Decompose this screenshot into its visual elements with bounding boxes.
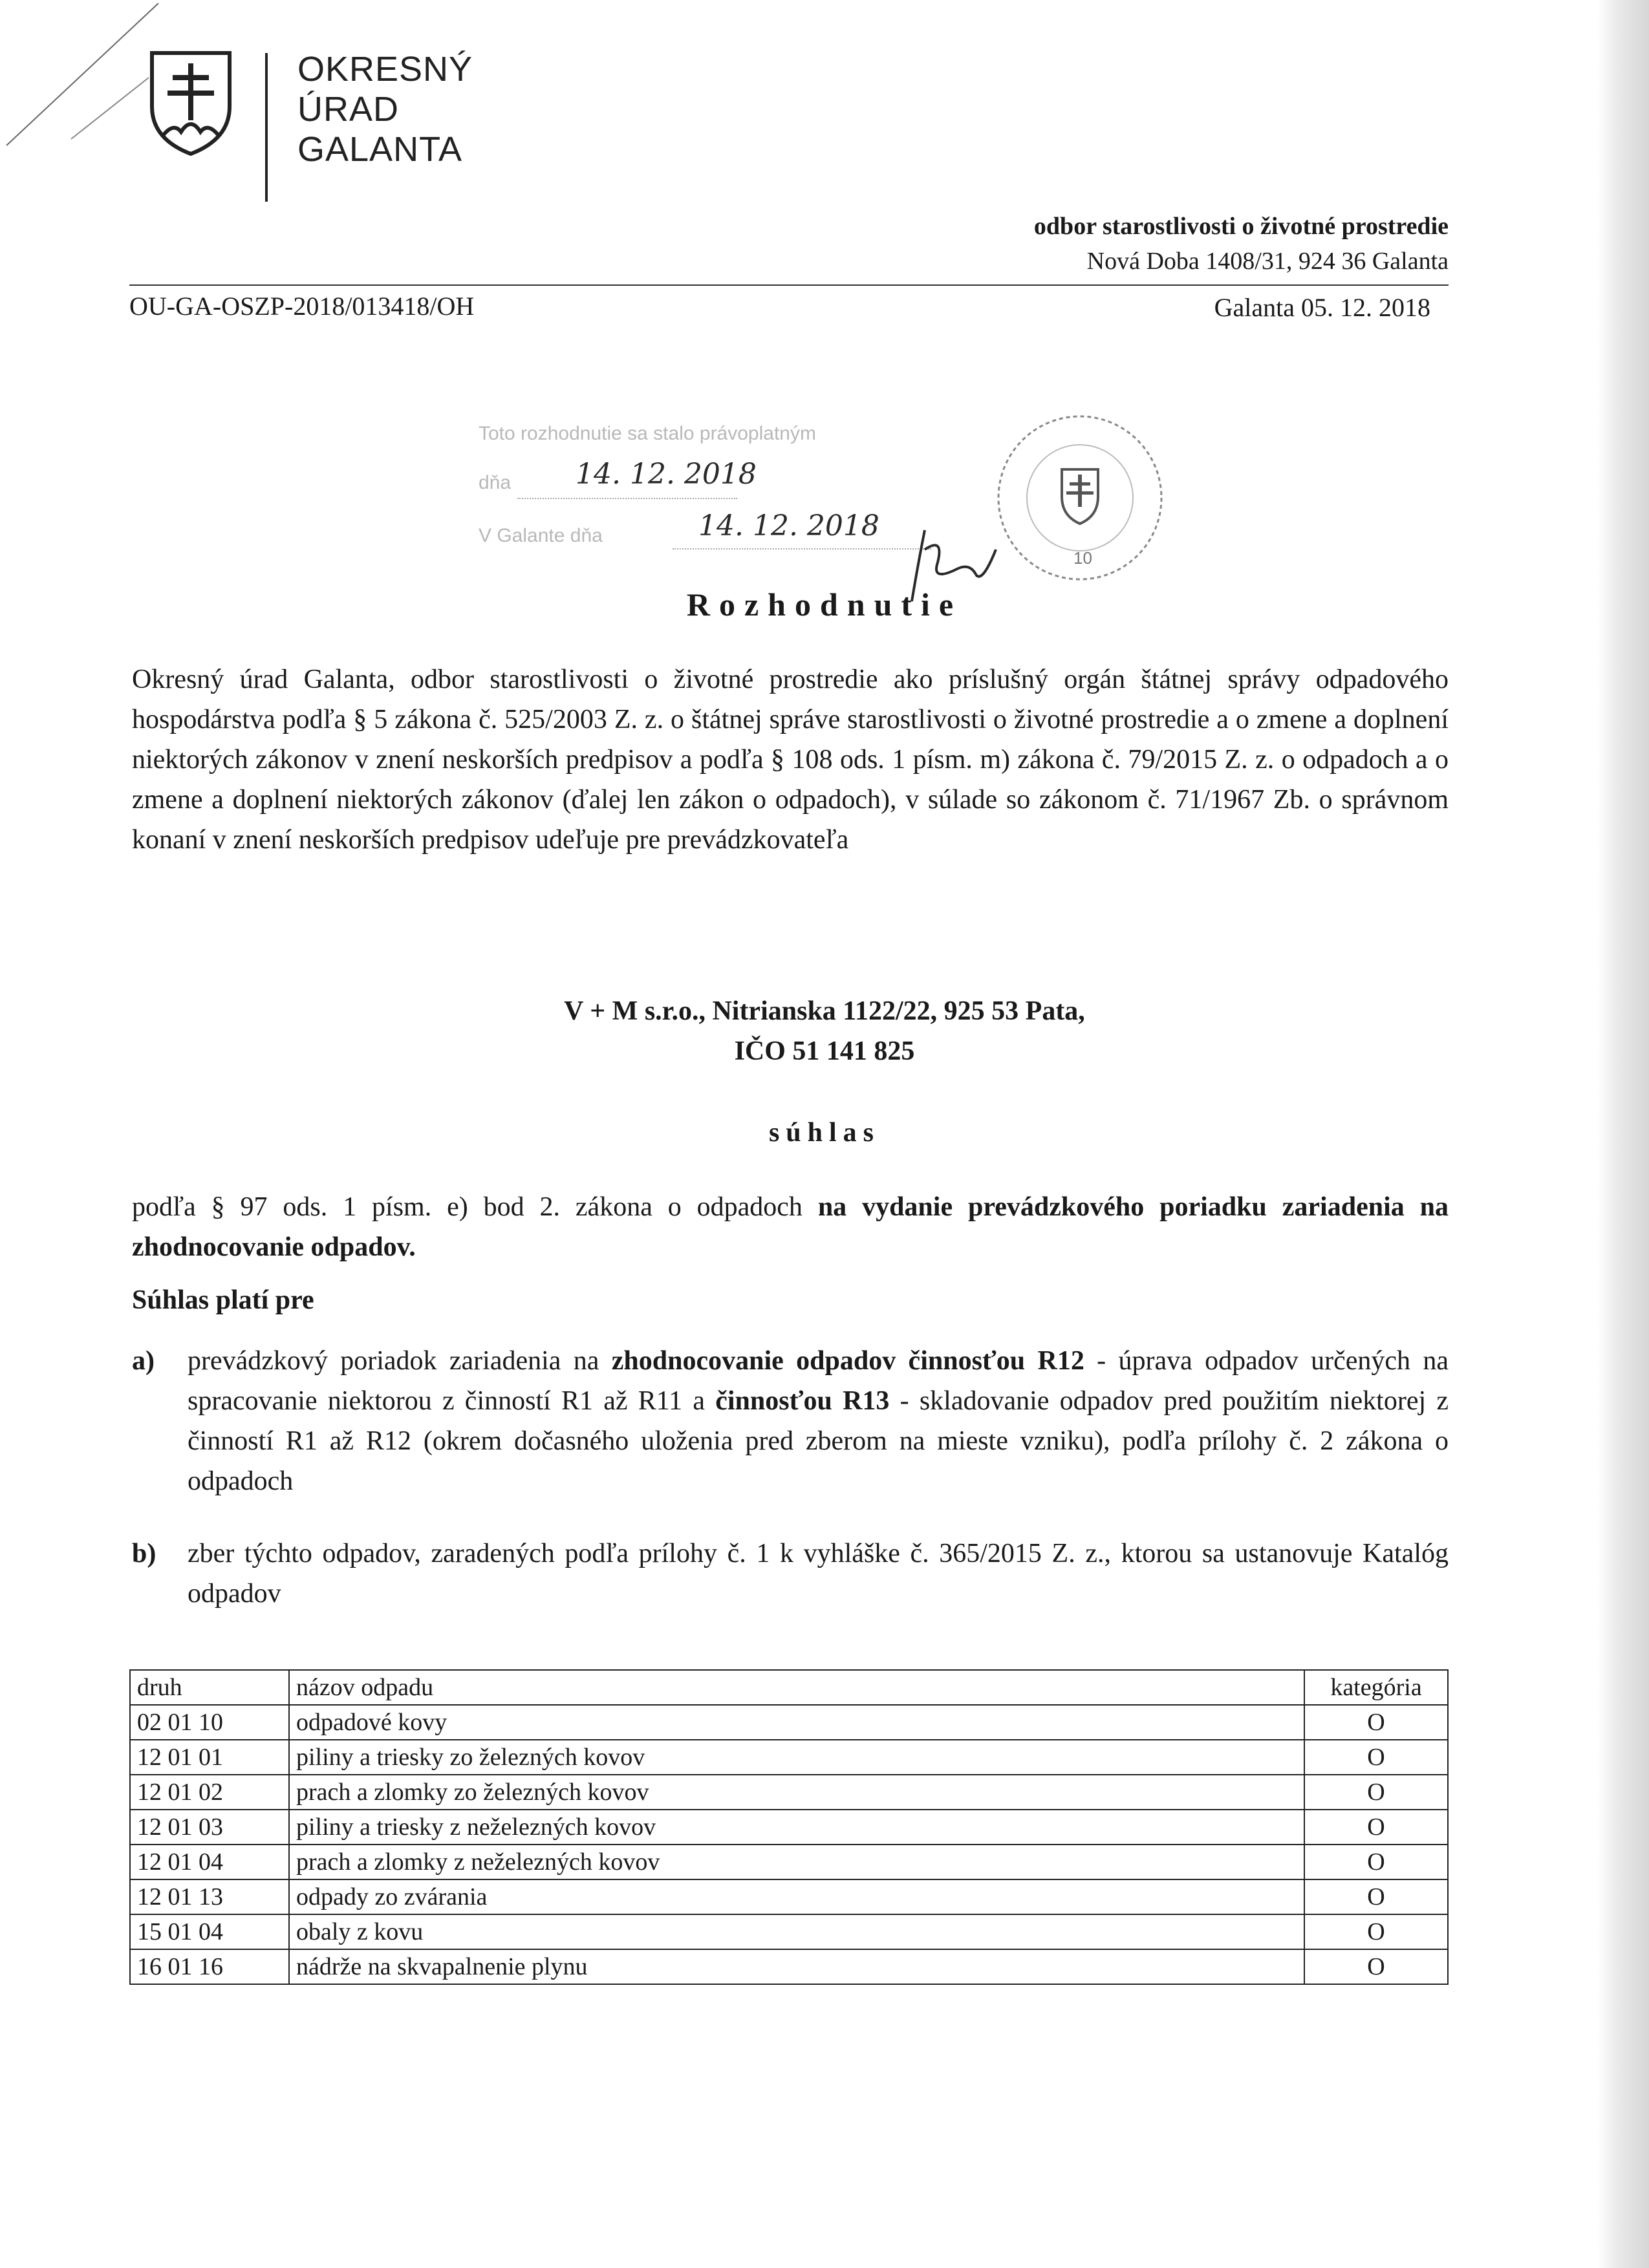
office-name-line-1: OKRESNÝ: [297, 50, 473, 89]
waste-table-body: [130, 1670, 1448, 1984]
waste-name: odpadové kovy: [289, 1705, 1304, 1740]
table-row: [130, 1740, 1448, 1775]
consent-heading: súhlas: [768, 1118, 881, 1148]
waste-code: 16 01 16: [130, 1949, 289, 1984]
table-row: [130, 1845, 1448, 1879]
stamp-handwritten-date-2: 14. 12. 2018: [698, 509, 879, 542]
stamp-place-label: V Galante dňa: [479, 525, 603, 546]
consent-text-emphasis: na vydanie prevádzkového poriadku zariadenia na zhodnocovanie odpadov.: [132, 1192, 1449, 1262]
item-b-label: b): [132, 1539, 156, 1568]
reference-number: OU-GA-OSZP-2018/013418/OH: [129, 292, 475, 321]
waste-code: 12 01 01: [130, 1740, 289, 1775]
waste-code: 12 01 02: [130, 1775, 289, 1810]
waste-name: prach a zlomky z neželezných kovov: [289, 1845, 1304, 1879]
table-header-row: [130, 1670, 1448, 1705]
waste-category: O: [1304, 1879, 1448, 1914]
waste-category: O: [1304, 1810, 1448, 1845]
table-header-category: kategória: [1304, 1670, 1448, 1705]
table-row: [130, 1810, 1448, 1845]
item-a-text-2: - úprava odpadov určených na spracovanie niektorou z činností R1 až R11 a: [188, 1346, 1449, 1416]
item-a-text-1: prevádzkový poriadok zariadenia na: [188, 1346, 612, 1376]
table-row: [130, 1914, 1448, 1949]
office-name-line-2: ÚRAD: [297, 90, 400, 129]
table-header-type: druh: [130, 1670, 289, 1705]
waste-name: piliny a triesky z neželezných kovov: [289, 1810, 1304, 1845]
waste-code: 12 01 04: [130, 1845, 289, 1879]
item-a-bold-1: zhodnocovanie odpadov činnosťou R12: [611, 1346, 1084, 1376]
official-seal-icon: [989, 407, 1170, 588]
table-row: [130, 1705, 1448, 1740]
waste-name: nádrže na skvapalnenie plynu: [289, 1949, 1304, 1984]
header-rule: [129, 284, 1449, 286]
office-name: [297, 49, 473, 169]
logo-divider: [265, 53, 268, 202]
table-row: [130, 1775, 1448, 1810]
waste-category: O: [1304, 1914, 1448, 1949]
item-b-text: zber týchto odpadov, zaradených podľa prílohy č. 1 k vyhláške č. 365/2015 Z. z., ktorou sa ustanovuje Katalóg odpadov: [188, 1539, 1449, 1609]
document-title: Rozhodnutie: [686, 586, 963, 623]
consent-text: podľa § 97 ods. 1 písm. e) bod 2. zákona o odpadoch: [132, 1192, 818, 1222]
waste-name: odpady zo zvárania: [289, 1879, 1304, 1914]
table-row: [130, 1879, 1448, 1914]
table-row: [130, 1949, 1448, 1984]
seal-number: 10: [1073, 548, 1092, 568]
waste-name: prach a zlomky zo železných kovov: [289, 1775, 1304, 1810]
table-header-name: názov odpadu: [289, 1670, 1304, 1705]
waste-code: 12 01 03: [130, 1810, 289, 1845]
waste-code: 02 01 10: [130, 1705, 289, 1740]
stamp-dotted-line-2: [673, 548, 931, 550]
department-name: odbor starostlivosti o životné prostredie: [1033, 213, 1449, 240]
waste-code: 15 01 04: [130, 1914, 289, 1949]
waste-table: [129, 1669, 1449, 1985]
operator-address: V + M s.r.o., Nitrianska 1122/22, 925 53 Pata,: [564, 996, 1085, 1026]
item-a-label: a): [132, 1346, 155, 1376]
waste-category: O: [1304, 1845, 1448, 1879]
waste-name: obaly z kovu: [289, 1914, 1304, 1949]
department-address: Nová Doba 1408/31, 924 36 Galanta: [1086, 248, 1449, 275]
waste-category: O: [1304, 1740, 1448, 1775]
item-a-text-3: - skladovanie odpadov pred použitím niektorej z činností R1 až R12 (okrem dočasného uloženia pred zberom na mieste vzniku), podľa prílohy č. 2 zákona o odpadoch: [188, 1386, 1449, 1496]
item-a-bold-2: činnosťou R13: [715, 1386, 890, 1416]
stamp-finality-text: Toto rozhodnutie sa stalo právoplatným: [479, 423, 816, 444]
operator-ico: IČO 51 141 825: [734, 1036, 915, 1066]
waste-code: 12 01 13: [130, 1879, 289, 1914]
waste-name: piliny a triesky zo železných kovov: [289, 1740, 1304, 1775]
stamp-date-label: dňa: [479, 472, 512, 493]
intro-paragraph: Okresný úrad Galanta, odbor starostlivosti o životné prostredie ako príslušný orgán štátnej správy odpadového hospodárstva podľa § 5 zákona č. 525/2003 Z. z. o štátnej správe starostlivosti o životné prostredie a o zmene a doplnení niektorých zákonov v znení neskorších predpisov a podľa § 108 ods. 1 písm. m) zákona č. 79/2015 Z. z. o odpadoch a o zmene a doplnení niektorých zákonov (ďalej len zákon o odpadoch), v súlade so zákonom č. 71/1967 Zb. o správnom konaní v znení neskorších predpisov udeľuje pre prevádzkovateľa: [132, 665, 1449, 855]
document-date: Galanta 05. 12. 2018: [1214, 293, 1430, 322]
coat-of-arms-logo: [0, 0, 272, 168]
office-name-line-3: GALANTA: [297, 130, 463, 169]
stamp-dotted-line: [517, 498, 737, 499]
stamp-handwritten-date: 14. 12. 2018: [576, 458, 757, 491]
waste-category: O: [1304, 1705, 1448, 1740]
consent-paragraph: [132, 1187, 1449, 1267]
item-a-text: [188, 1341, 1449, 1501]
waste-category: O: [1304, 1775, 1448, 1810]
applies-heading: Súhlas platí pre: [132, 1285, 314, 1315]
waste-category: O: [1304, 1949, 1448, 1984]
